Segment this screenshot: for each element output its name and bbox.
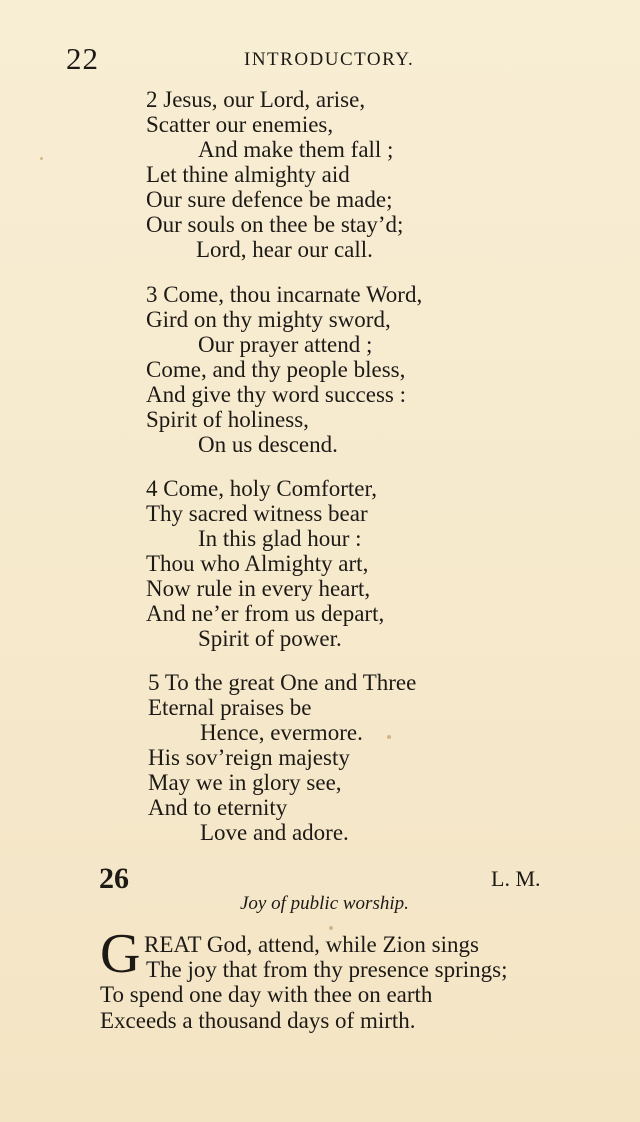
stanza-2-line-2: Scatter our enemies, bbox=[146, 112, 334, 137]
stanza-4-line-1: 4 Come, holy Comforter, bbox=[146, 476, 377, 501]
stanza-4-line-5: Now rule in every heart, bbox=[146, 576, 371, 601]
page-number: 22 bbox=[66, 41, 99, 76]
hymn-26-line-1: REAT God, attend, while Zion sings bbox=[144, 932, 479, 957]
hymn-title: Joy of public worship. bbox=[240, 893, 409, 914]
stanza-3-line-5: And give thy word success : bbox=[146, 382, 406, 407]
stanza-2-line-3: And make them fall ; bbox=[198, 137, 394, 162]
stanza-5-line-4: His sov’reign majesty bbox=[148, 745, 350, 770]
paper-speck bbox=[329, 926, 333, 930]
stanza-4-line-2: Thy sacred witness bear bbox=[146, 501, 368, 526]
stanza-3-line-4: Come, and thy people bless, bbox=[146, 357, 406, 382]
running-head: INTRODUCTORY. bbox=[244, 49, 415, 70]
stanza-3-line-6: Spirit of holiness, bbox=[146, 407, 309, 432]
stanza-5-line-1: 5 To the great One and Three bbox=[148, 670, 417, 695]
drop-cap-initial: G bbox=[100, 923, 141, 985]
hymn-26-line-2: The joy that from thy presence springs; bbox=[146, 957, 508, 982]
paper-speck bbox=[387, 735, 391, 739]
stanza-4-line-7: Spirit of power. bbox=[198, 626, 342, 651]
stanza-5-line-7: Love and adore. bbox=[200, 820, 349, 845]
hymn-meter: L. M. bbox=[491, 866, 541, 891]
paper-speck bbox=[40, 157, 43, 160]
stanza-5-line-3: Hence, evermore. bbox=[200, 720, 363, 745]
stanza-3-line-3: Our prayer attend ; bbox=[198, 332, 373, 357]
stanza-2-line-4: Let thine almighty aid bbox=[146, 162, 350, 187]
stanza-4-line-4: Thou who Almighty art, bbox=[146, 551, 369, 576]
stanza-2-line-6: Our souls on thee be stay’d; bbox=[146, 212, 404, 237]
stanza-3-line-7: On us descend. bbox=[198, 432, 338, 457]
stanza-3-line-2: Gird on thy mighty sword, bbox=[146, 307, 391, 332]
stanza-2-line-7: Lord, hear our call. bbox=[196, 237, 373, 262]
stanza-5-line-5: May we in glory see, bbox=[148, 770, 342, 795]
hymn-26-line-4: Exceeds a thousand days of mirth. bbox=[100, 1008, 416, 1033]
stanza-3-line-1: 3 Come, thou incarnate Word, bbox=[146, 282, 423, 307]
stanza-4-line-6: And ne’er from us depart, bbox=[146, 601, 385, 626]
stanza-2-line-1: 2 Jesus, our Lord, arise, bbox=[146, 87, 366, 112]
stanza-4-line-3: In this glad hour : bbox=[198, 526, 362, 551]
stanza-5-line-6: And to eternity bbox=[148, 795, 288, 820]
hymn-26-line-3: To spend one day with thee on earth bbox=[100, 982, 433, 1007]
stanza-2-line-5: Our sure defence be made; bbox=[146, 187, 393, 212]
hymn-number: 26 bbox=[99, 862, 129, 895]
stanza-5-line-2: Eternal praises be bbox=[148, 695, 312, 720]
